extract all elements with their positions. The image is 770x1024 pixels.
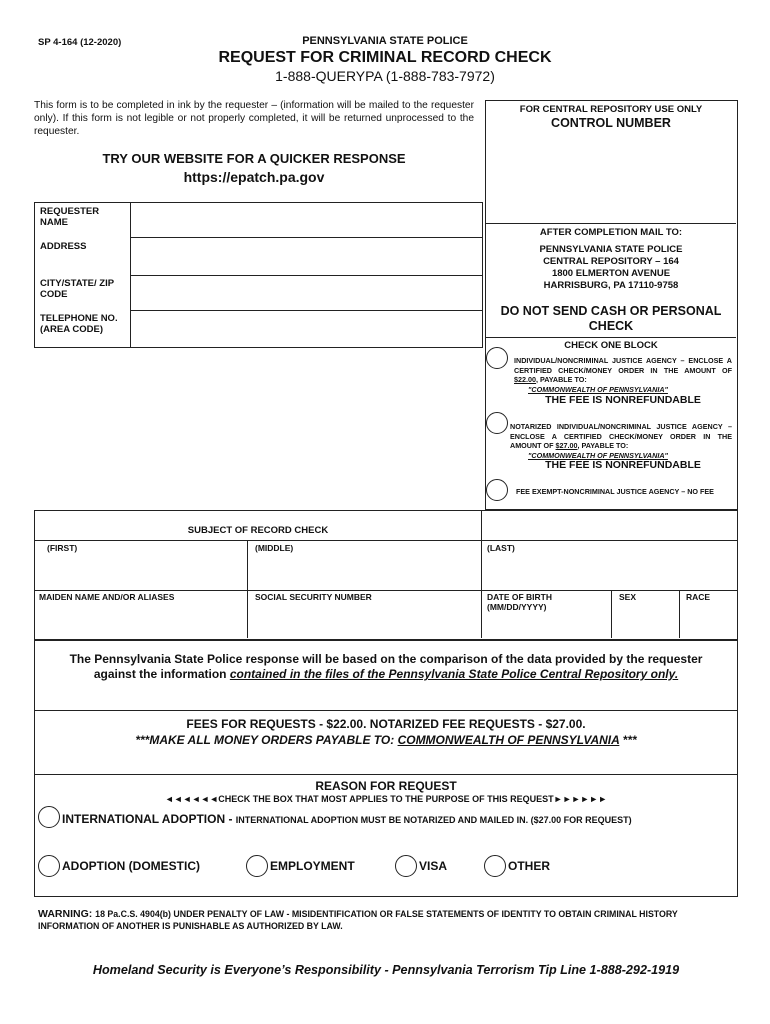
maiden-name-field[interactable]	[39, 605, 243, 635]
hotline-phone: 1-888-QUERYPA (1-888-783-7972)	[275, 68, 495, 84]
option-notarized-payable: , PAYABLE TO:	[577, 441, 629, 450]
middle-name-field[interactable]	[251, 555, 477, 587]
control-number-label: CONTROL NUMBER	[551, 116, 671, 130]
legal-warning-label: WARNING:	[38, 908, 96, 920]
last-name-field[interactable]	[485, 555, 733, 587]
reason-instruction: ◄◄◄◄◄◄CHECK THE BOX THAT MOST APPLIES TO THE PURPOSE OF THIS REQUEST►►►►►►	[164, 794, 608, 804]
telephone-label: TELEPHONE NO. (AREA CODE)	[40, 313, 118, 335]
fees-line2-prefix: ***MAKE ALL MONEY ORDERS PAYABLE TO:	[135, 733, 398, 747]
first-name-label: (FIRST)	[47, 543, 78, 553]
reason-visa-label: VISA	[419, 859, 448, 873]
response-note-line2-prefix: against the information	[93, 667, 230, 681]
response-note	[34, 652, 738, 682]
telephone-field[interactable]	[135, 314, 475, 344]
form-number: SP 4-164 (12-2020)	[38, 37, 122, 48]
address-field[interactable]	[135, 242, 475, 272]
option-individual-payee: "COMMONWEALTH OF PENNSYLVANIA"	[528, 384, 668, 394]
requester-table	[34, 202, 483, 348]
no-cash-warning: DO NOT SEND CASH OR PERSONAL CHECK	[500, 304, 722, 333]
reason-international-radio[interactable]	[38, 806, 60, 828]
reason-employment-radio[interactable]	[246, 855, 268, 877]
option-notarized-desc: NOTARIZED INDIVIDUAL/NONCRIMINAL JUSTICE AGENCY – ENCLOSE A CERTIFIED CHECK/MONEY ORDER IN THE AMOUNT OF	[510, 422, 732, 450]
middle-name-label: (MIDDLE)	[255, 543, 294, 553]
option-notarized-text	[510, 422, 732, 460]
mail-to-heading: AFTER COMPLETION MAIL TO:	[539, 227, 683, 238]
fees-note	[34, 716, 738, 748]
check-one-heading: CHECK ONE BLOCK	[564, 340, 658, 351]
dob-label: DATE OF BIRTH (MM/DD/YYYY)	[487, 592, 553, 612]
repository-use-only: FOR CENTRAL REPOSITORY USE ONLY	[519, 104, 703, 115]
response-note-line2-emphasis: contained in the files of the Pennsylvania State Police Central Repository only.	[229, 667, 679, 681]
response-note-line1: The Pennsylvania State Police response will be based on the comparison of the data provided by the requester	[69, 652, 703, 666]
option-fee-exempt-radio[interactable]	[486, 479, 508, 501]
address-label: ADDRESS	[40, 241, 87, 252]
requester-name-field[interactable]	[135, 207, 475, 233]
option-individual-amount: $22.00	[514, 375, 536, 384]
mail-address	[486, 244, 736, 292]
reason-international-text	[62, 810, 732, 828]
option-individual-desc: INDIVIDUAL/NONCRIMINAL JUSTICE AGENCY – ENCLOSE A CERTIFIED CHECK/MONEY ORDER IN THE AMOUNT OF	[514, 356, 732, 375]
mail-address-line4: HARRISBURG, PA 17110-9758	[543, 280, 679, 291]
last-name-label: (LAST)	[487, 543, 515, 553]
dob-field[interactable]	[485, 615, 607, 635]
response-note-line2	[34, 667, 738, 682]
reason-other-radio[interactable]	[484, 855, 506, 877]
option-individual-text	[514, 356, 732, 394]
option-fee-exempt-text: FEE EXEMPT-NONCRIMINAL JUSTICE AGENCY – NO FEE	[516, 487, 714, 496]
option-notarized-amount: $27.00	[555, 441, 578, 450]
option-individual-radio[interactable]	[486, 347, 508, 369]
sex-field[interactable]	[615, 605, 675, 635]
control-number-field[interactable]	[492, 134, 730, 218]
ssn-field[interactable]	[251, 605, 477, 635]
fees-line2-payee: COMMONWEALTH OF PENNSYLVANIA	[397, 733, 620, 747]
page-title: REQUEST FOR CRIMINAL RECORD CHECK	[218, 49, 552, 66]
fees-line1: FEES FOR REQUESTS - $22.00. NOTARIZED FEE REQUESTS - $27.00.	[186, 717, 586, 731]
reason-domestic-label: ADOPTION (DOMESTIC)	[62, 859, 200, 873]
first-name-field[interactable]	[39, 555, 243, 587]
reason-employment-label: EMPLOYMENT	[270, 859, 355, 873]
legal-warning-text: 18 Pa.C.S. 4904(b) UNDER PENALTY OF LAW - MISIDENTIFICATION OR FALSE STATEMENTS OF IDENTITY TO OBTAIN CRIMINAL HISTORY INFORMATION OF ANOTHER IS PUNISHABLE AS AUTHORIZED BY LAW.	[38, 909, 678, 931]
option-notarized-radio[interactable]	[486, 412, 508, 434]
maiden-name-label: MAIDEN NAME AND/OR ALIASES	[39, 592, 175, 602]
reason-domestic-radio[interactable]	[38, 855, 60, 877]
requester-name-label: REQUESTER NAME	[40, 206, 100, 228]
fees-line2	[34, 732, 738, 748]
mail-address-line3: 1800 ELMERTON AVENUE	[551, 268, 671, 279]
website-prompt: TRY OUR WEBSITE FOR A QUICKER RESPONSE	[102, 151, 406, 166]
race-field[interactable]	[683, 605, 733, 635]
option-notarized-fee: THE FEE IS NONREFUNDABLE	[545, 459, 701, 471]
option-individual-fee: THE FEE IS NONREFUNDABLE	[545, 394, 701, 406]
city-state-zip-field[interactable]	[135, 279, 475, 307]
reason-international-note: INTERNATIONAL ADOPTION MUST BE NOTARIZED AND MAILED IN. ($27.00 FOR REQUEST)	[235, 815, 632, 825]
mail-address-line1: PENNSYLVANIA STATE POLICE	[539, 244, 683, 255]
legal-warning	[38, 909, 738, 932]
city-state-zip-label: CITY/STATE/ ZIP CODE	[40, 278, 114, 300]
reason-other-label: OTHER	[508, 859, 550, 873]
subject-table	[34, 510, 738, 640]
website-link[interactable]: https://epatch.pa.gov	[183, 169, 325, 185]
fees-line2-suffix: ***	[619, 733, 637, 747]
subject-heading: SUBJECT OF RECORD CHECK	[187, 525, 329, 536]
sex-label: SEX	[619, 592, 637, 602]
agency-name: PENNSYLVANIA STATE POLICE	[302, 35, 468, 47]
option-notarized-payee: "COMMONWEALTH OF PENNSYLVANIA"	[528, 450, 668, 460]
ssn-label: SOCIAL SECURITY NUMBER	[255, 592, 372, 602]
instructions-text: This form is to be completed in ink by the requester – (information will be mailed to the requester only). If this form is not legible or not properly completed, it will be returned unprocessed to the requester.	[34, 100, 474, 137]
footer-tip-line: Homeland Security is Everyone’s Responsibility - Pennsylvania Terrorism Tip Line 1-888-292-1919	[92, 963, 680, 977]
race-label: RACE	[686, 592, 711, 602]
reason-visa-radio[interactable]	[395, 855, 417, 877]
option-individual-payable: , PAYABLE TO:	[535, 375, 587, 384]
reason-international-label: INTERNATIONAL ADOPTION -	[62, 812, 236, 826]
reason-heading: REASON FOR REQUEST	[315, 779, 457, 793]
mail-address-line2: CENTRAL REPOSITORY – 164	[543, 256, 679, 267]
